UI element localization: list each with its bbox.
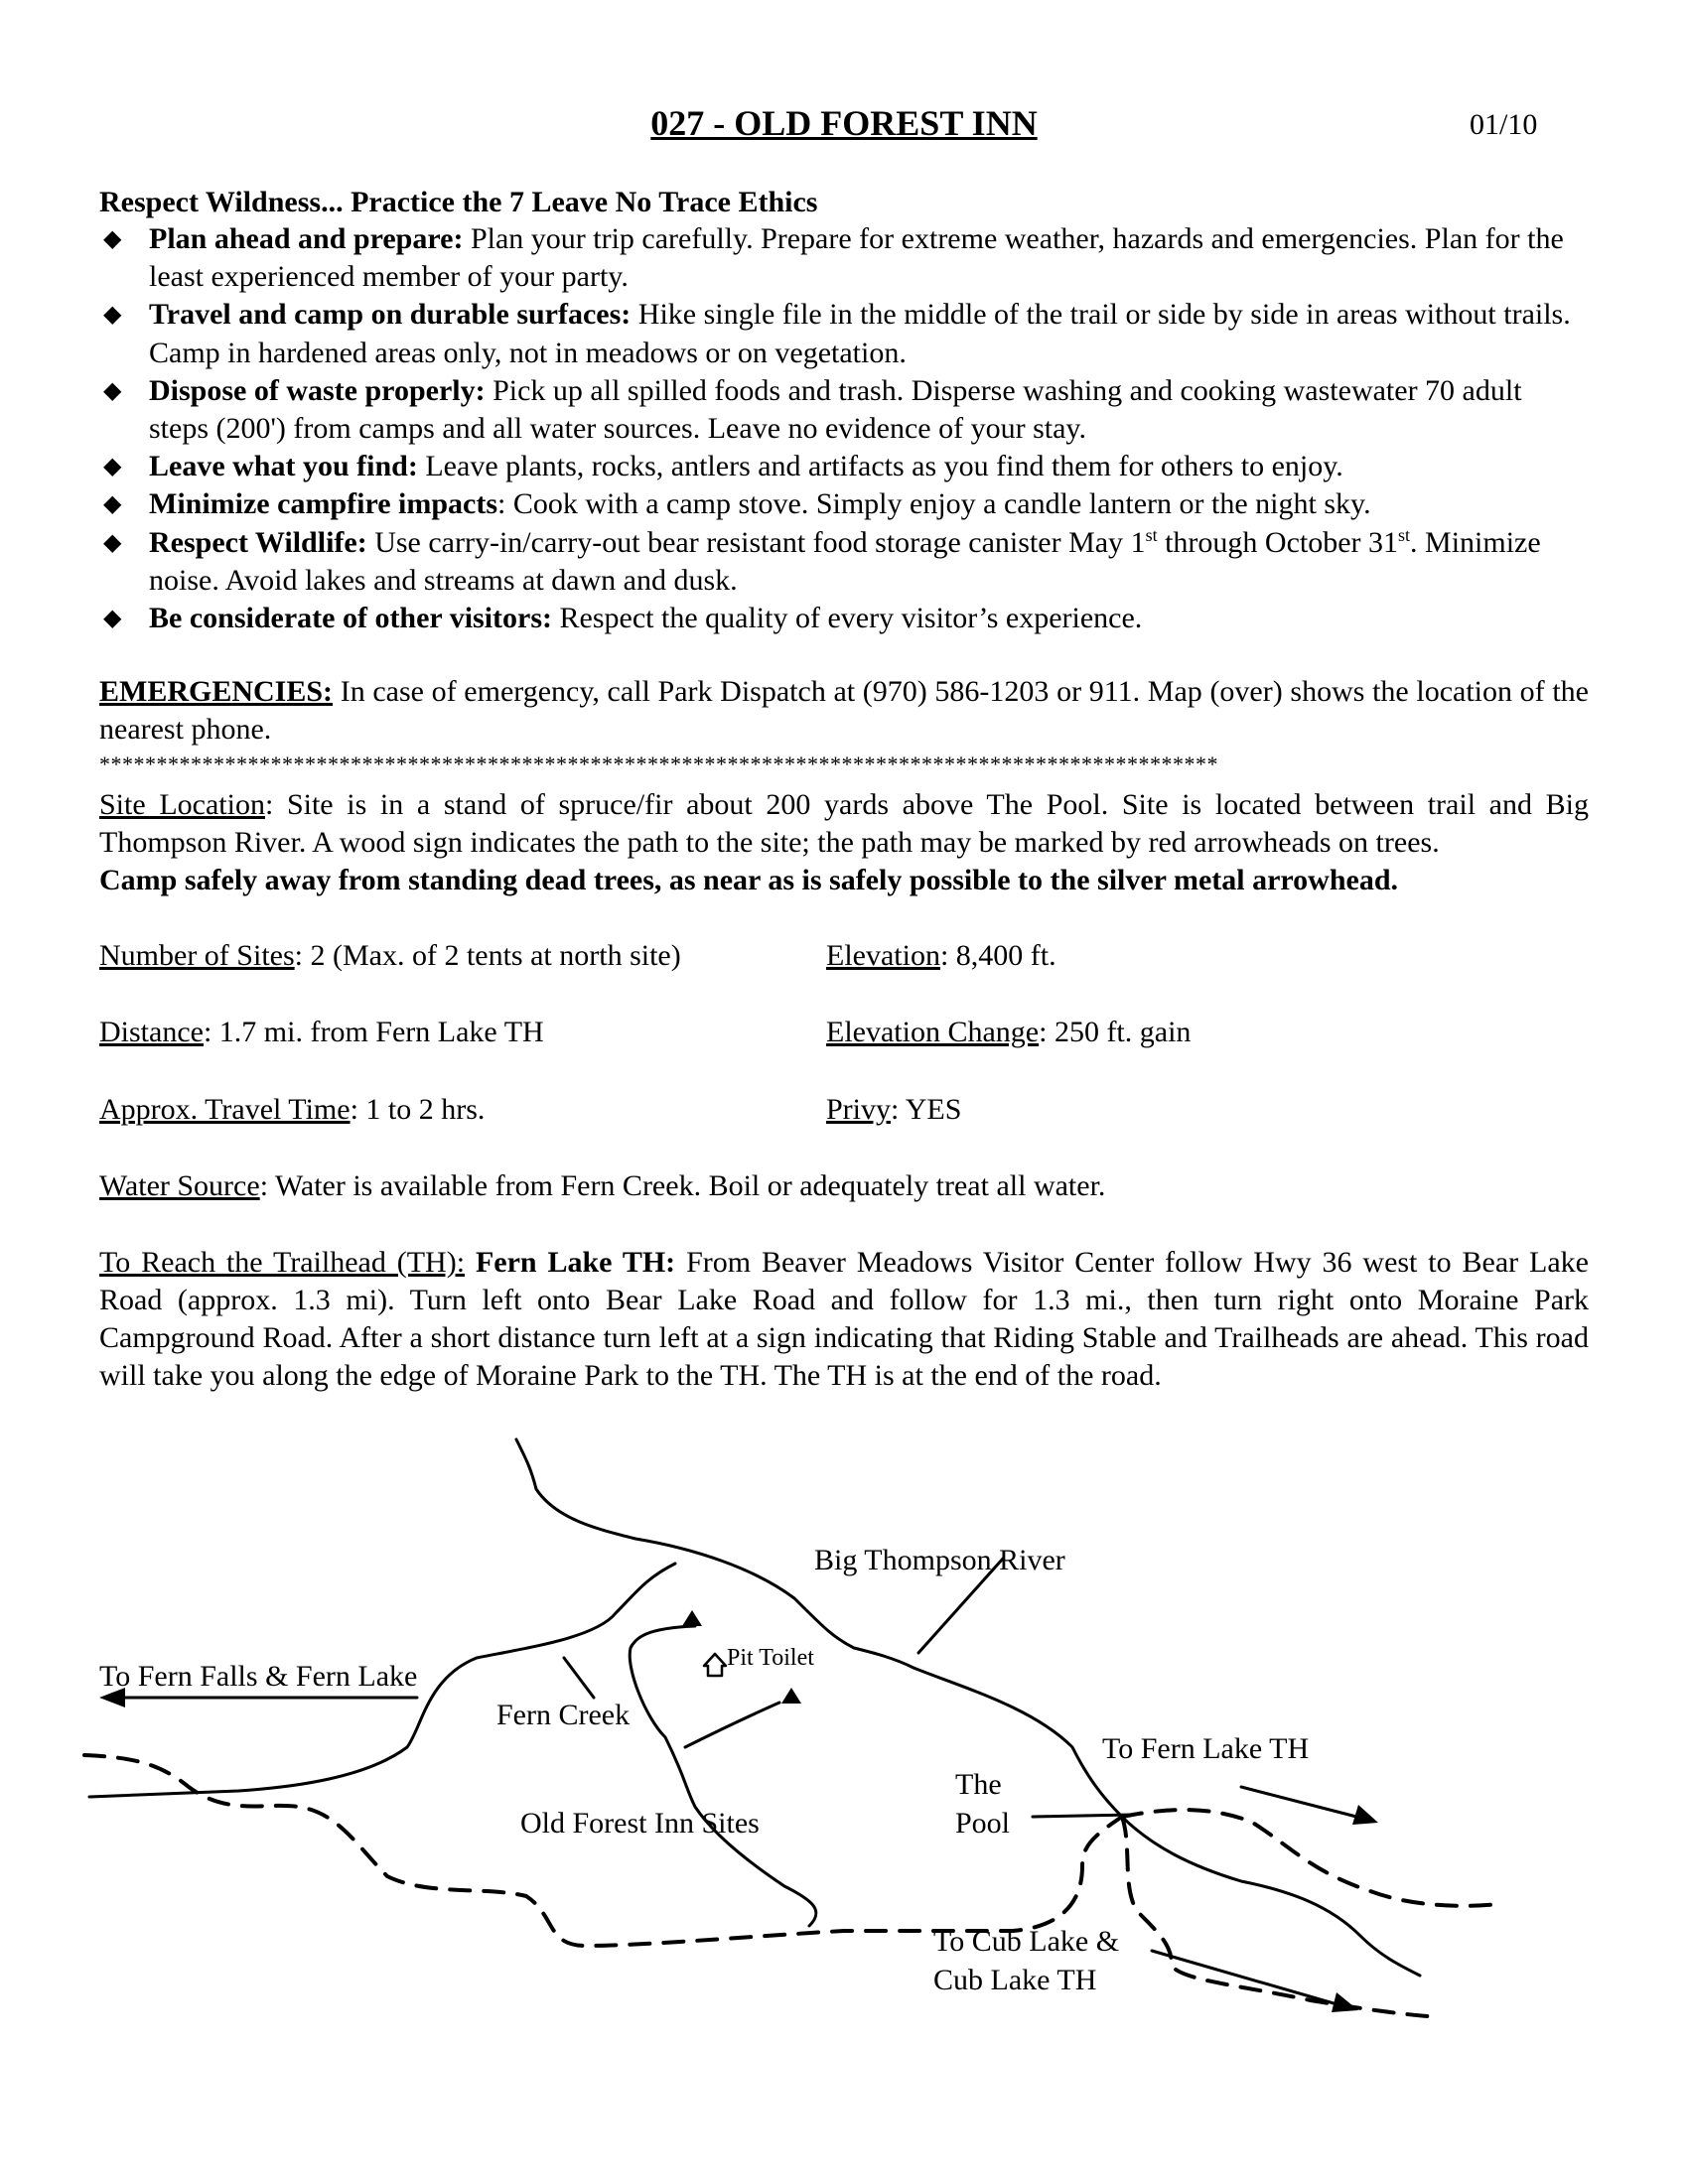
elevation [826, 937, 1056, 975]
lnt-heading: Respect Wildness... Practice the 7 Leave No Trace Ethics [99, 186, 818, 218]
lnt-list [99, 220, 1589, 637]
river-label: Big Thompson River [814, 1544, 1065, 1576]
fern-lake-th-label: To Fern Lake TH [1102, 1732, 1310, 1765]
lnt-item-title: Leave what you find: [149, 450, 418, 483]
fact-label: Number of Sites [99, 939, 295, 972]
travel-time [99, 1091, 485, 1129]
list-item [99, 372, 1589, 448]
fact-label: Elevation [826, 939, 940, 972]
site-location-label: Site Location [99, 788, 265, 821]
lnt-item-text: Leave plants, rocks, antlers and artifacts as you find them for others to enjoy. [417, 450, 1343, 483]
lnt-item-text: Respect the quality of every visitor’s experience. [552, 602, 1143, 635]
site-location-text: : Site is in a stand of spruce/fir about 200 yards above The Pool. Site is located between trail and Big Thompson River. A wood sign indicates the path to the site; the path may be marked by red arrowheads on trees. [99, 788, 1589, 859]
site-location-paragraph [99, 786, 1589, 899]
cub-lake-arrowhead-icon [1332, 1992, 1358, 2012]
fern-falls-label: To Fern Falls & Fern Lake [99, 1660, 418, 1693]
campsite-south-icon [781, 1688, 801, 1704]
lnt-item-text: Use carry-in/carry-out bear resistant food storage canister May 1 [366, 525, 1146, 559]
cub-lake-label-line-2: Cub Lake TH [933, 1964, 1097, 1996]
cub-lake-label-line-1: To Cub Lake & [933, 1925, 1120, 1958]
lnt-item-title: Dispose of waste properly: [149, 373, 486, 407]
fern-lake-th-arrowhead-icon [1352, 1805, 1378, 1825]
ordinal-suffix: st [1398, 524, 1411, 545]
list-item [99, 296, 1589, 371]
elevation-change [826, 1014, 1191, 1051]
lnt-item-text: Plan your trip carefully. Prepare for extreme weather, hazards and emergencies. Plan for the least experienced member of your party. [149, 222, 1564, 294]
to-reach-trailhead-paragraph [99, 1244, 1589, 1395]
campsite-north-icon [682, 1610, 702, 1626]
lnt-item-text: Hike single file in the middle of the trail or side by side in areas without trails. Camp in hardened areas only, not in meadows or on vegetation. [149, 298, 1571, 369]
fact-value: : 1.7 mi. from Fern Lake TH [203, 1016, 544, 1048]
fact-value: : 2 (Max. of 2 tents at north site) [294, 939, 681, 972]
trailhead-name: Fern Lake TH: [465, 1246, 676, 1279]
emergencies-text: In case of emergency, call Park Dispatch at (970) 586-1203 or 911. Map (over) shows the location of the nearest phone. [99, 675, 1589, 746]
privy [826, 1091, 961, 1129]
lnt-item-title: Respect Wildlife: [149, 525, 367, 559]
list-item [99, 524, 1589, 600]
lnt-item-title: Plan ahead and prepare: [149, 222, 464, 255]
lnt-item-title: Be considerate of other visitors: [149, 602, 553, 635]
pool-label-line-1: The [955, 1768, 1002, 1801]
fact-value: : 250 ft. gain [1039, 1016, 1192, 1048]
fact-label: Distance [99, 1016, 204, 1048]
fern-lake-th-arrow-line [1241, 1787, 1360, 1818]
diamond-bullet-icon: ◆ [103, 226, 122, 252]
cub-lake-arrow-line [1152, 1951, 1340, 2005]
diamond-bullet-icon: ◆ [103, 491, 122, 518]
fact-label: Approx. Travel Time [99, 1093, 351, 1126]
lnt-item-text: . Minimize noise. Avoid lakes and streams at dawn and dusk. [149, 525, 1541, 597]
lnt-item-title: Minimize campfire impacts [149, 487, 498, 521]
revision-date: 01/10 [1470, 108, 1538, 141]
fact-value: : YES [891, 1093, 962, 1126]
site-spur-branch-line [685, 1703, 779, 1747]
diamond-bullet-icon: ◆ [103, 454, 122, 480]
camp-warning: Camp safely away from standing dead trees, as near as is safely possible to the silver metal arrowhead. [99, 864, 1399, 896]
water-source [99, 1167, 1105, 1205]
list-item [99, 448, 1589, 485]
diamond-bullet-icon: ◆ [103, 606, 122, 632]
fact-label: Elevation Change [826, 1016, 1040, 1048]
list-item [99, 220, 1589, 296]
lnt-item-text: through October 31 [1157, 525, 1399, 559]
pit-toilet-label: Pit Toilet [727, 1645, 814, 1671]
trail-map [0, 1420, 1688, 2075]
pool-pointer-line [1033, 1815, 1132, 1817]
emergencies-paragraph [99, 673, 1589, 749]
pit-toilet-icon [704, 1654, 726, 1676]
lnt-item-text: Pick up all spilled foods and trash. Disperse washing and cooking wastewater 70 adult steps (200') from camps and all water sources. Leave no evidence of your stay. [149, 373, 1522, 446]
ordinal-suffix: st [1145, 524, 1158, 545]
fern-creek-pointer-line [564, 1658, 594, 1698]
diamond-bullet-icon: ◆ [103, 529, 122, 556]
list-item [99, 485, 1589, 523]
fact-label: Water Source [99, 1169, 260, 1202]
fact-value: : 1 to 2 hrs. [350, 1093, 486, 1126]
lnt-item-title: Travel and camp on durable surfaces: [149, 298, 632, 332]
emergencies-label: EMERGENCIES: [99, 675, 334, 708]
distance [99, 1014, 544, 1051]
fact-value: : 8,400 ft. [939, 939, 1056, 972]
page-title: 027 - OLD FOREST INN [650, 103, 1038, 143]
sites-label: Old Forest Inn Sites [520, 1807, 760, 1840]
to-reach-label: To Reach the Trailhead (TH): [99, 1246, 466, 1279]
to-reach-text: From Beaver Meadows Visitor Center follow Hwy 36 west to Bear Lake Road (approx. 1.3 mi). Turn left onto Bear Lake Road and follow for 1.3 mi., then turn right onto Moraine Park Campground Road. After a short distance turn left at a sign indicating that Riding Stable and Trailheads are ahead. This road will take you along the edge of Moraine Park to the TH. The TH is at the end of the road. [99, 1246, 1589, 1392]
pool-label-line-2: Pool [955, 1807, 1011, 1840]
list-item [99, 600, 1589, 637]
separator-line: ************************************************************************************************** [99, 751, 1218, 776]
fact-value: : Water is available from Fern Creek. Boil or adequately treat all water. [259, 1169, 1106, 1202]
fern-creek-label: Fern Creek [496, 1699, 631, 1731]
number-of-sites [99, 937, 681, 975]
diamond-bullet-icon: ◆ [103, 302, 122, 329]
fact-label: Privy [826, 1093, 892, 1126]
big-thompson-river-line [516, 1439, 1420, 1976]
diamond-bullet-icon: ◆ [103, 377, 122, 404]
lnt-item-text: : Cook with a camp stove. Simply enjoy a candle lantern or the night sky. [497, 487, 1371, 521]
